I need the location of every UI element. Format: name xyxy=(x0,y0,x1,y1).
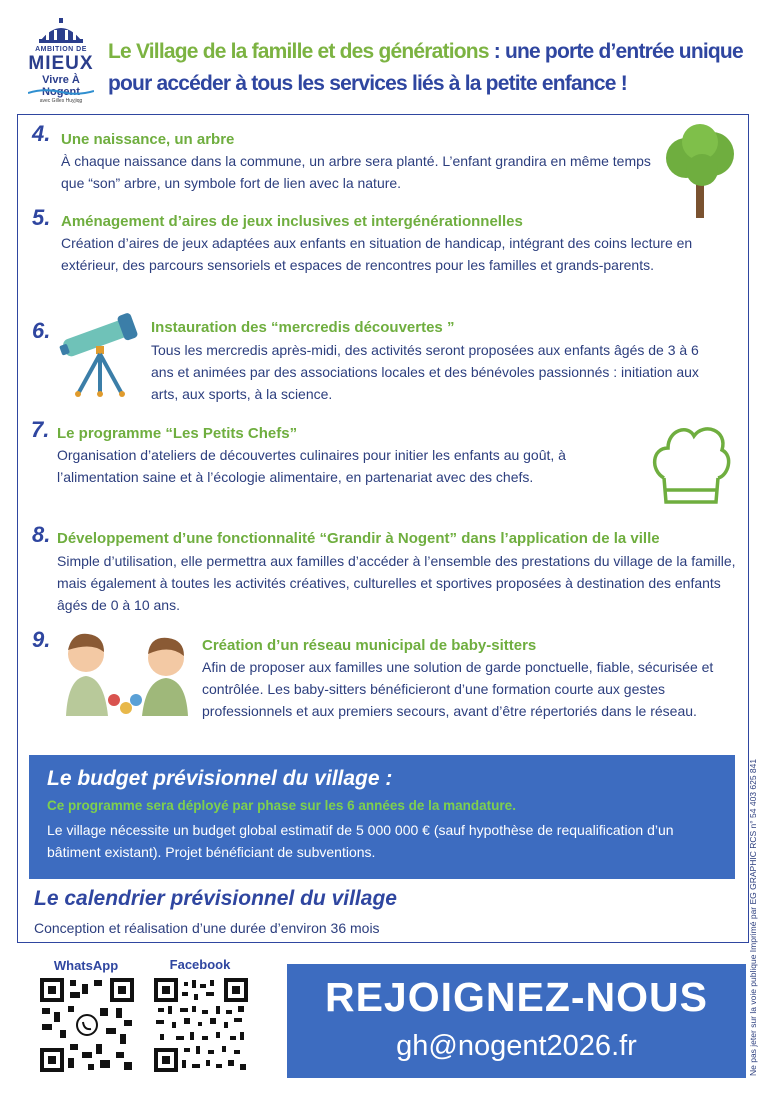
item-title: Aménagement d’aires de jeux inclusives et intergénérationnelles xyxy=(61,213,523,230)
item-number: 9. xyxy=(32,627,51,652)
budget-title: Le budget prévisionnel du village : xyxy=(47,767,393,790)
facebook-qr-code[interactable] xyxy=(154,978,248,1072)
item-number: 7. xyxy=(31,417,50,442)
item-description: À chaque naissance dans la commune, un arbre sera planté. L’enfant grandira en même temps que “son” arbre, un symbole fort de lien avec la nature. xyxy=(61,153,651,191)
logo-line-1: AMBITION DE xyxy=(35,46,87,53)
budget-subtitle: Ce programme sera déployé par phase sur les 6 années de la mandature. xyxy=(47,798,516,813)
item-title: Développement d’une fonctionnalité “Grandir à Nogent” dans l’application de la ville xyxy=(57,530,660,547)
headline-highlight: Le Village de la famille et des générations xyxy=(108,40,489,63)
item-number: 4. xyxy=(32,121,51,146)
join-us-title: REJOIGNEZ-NOUS xyxy=(324,974,709,1020)
logo-line-3: Vivre À Nogent xyxy=(42,74,80,98)
budget-panel xyxy=(29,755,735,879)
whatsapp-label: WhatsApp xyxy=(53,958,119,973)
legal-side-note: Ne pas jeter sur la voie publique Imprimé par EG GRAPHIC RCS n° 54 403 625 841 xyxy=(748,758,758,1076)
facebook-label: Facebook xyxy=(169,957,231,972)
item-number: 8. xyxy=(32,522,51,547)
chef-hat-icon xyxy=(648,418,734,514)
wave-icon xyxy=(28,88,94,96)
whatsapp-qr-code[interactable] xyxy=(40,978,134,1072)
page-headline xyxy=(108,36,748,100)
item-title: Le programme “Les Petits Chefs” xyxy=(57,425,298,442)
item-title: Création d’un réseau municipal de baby-sitters xyxy=(202,637,537,654)
dome-icon xyxy=(36,18,86,44)
join-us-panel xyxy=(287,964,746,1078)
calendar-title: Le calendrier prévisionnel du village xyxy=(34,887,397,910)
item-number: 5. xyxy=(32,205,51,230)
item-description: Simple d’utilisation, elle permettra aux familles d’accéder à l’ensemble des prestations du village de la famille, mais également à toutes les activités créatives, culturelles et sportives proposées à destination des enfants âgés de 0 à 10 ans. xyxy=(57,553,736,613)
logo-line-4: avec Gilles Huyjiqg xyxy=(39,98,83,104)
budget-description: Le village nécessite un budget global estimatif de 5 000 000 € (sauf hypothèse de requalification d’un bâtiment existant). Projet bénéficiant de subventions. xyxy=(47,822,674,860)
logo-line-2: MIEUX xyxy=(28,53,94,74)
item-description: Tous les mercredis après-midi, des activités seront proposées aux enfants âgés de 3 à 6 ans et animées par des associations locales et des bénévoles passionnés : initiation aux arts, aux sports, à la science. xyxy=(151,342,699,402)
telescope-icon xyxy=(56,306,142,398)
item-description: Afin de proposer aux familles une solution de garde ponctuelle, fiable, sécurisée et contrôlée. Les baby-sitters bénéficieront d’une formation courte aux gestes professionnels et aux premiers secours, avant d’être répertoriés dans le réseau. xyxy=(202,659,714,719)
tree-icon xyxy=(662,124,738,218)
headline-rest: : une porte d’entrée unique pour accéder à tous les services liés à la petite enfance ! xyxy=(108,40,743,95)
campaign-logo xyxy=(22,18,100,104)
item-description: Création d’aires de jeux adaptées aux enfants en situation de handicap, intégrant des coins lecture en extérieur, des parcours sensoriels et espaces de rencontres pour les familles et grands-parents. xyxy=(61,235,693,273)
item-description: Organisation d’ateliers de découvertes culinaires pour initier les enfants au goût, à l’alimentation saine et à l’écologie alimentaire, en partenariat avec des chefs. xyxy=(57,447,566,485)
contact-email-link[interactable]: gh@nogent2026.fr xyxy=(396,1030,637,1062)
item-title: Une naissance, un arbre xyxy=(61,131,235,148)
item-title: Instauration des “mercredis découvertes ” xyxy=(151,319,455,336)
children-playing-icon xyxy=(62,628,190,720)
item-number: 6. xyxy=(32,318,51,343)
calendar-description: Conception et réalisation d’une durée d’environ 36 mois xyxy=(34,920,380,936)
